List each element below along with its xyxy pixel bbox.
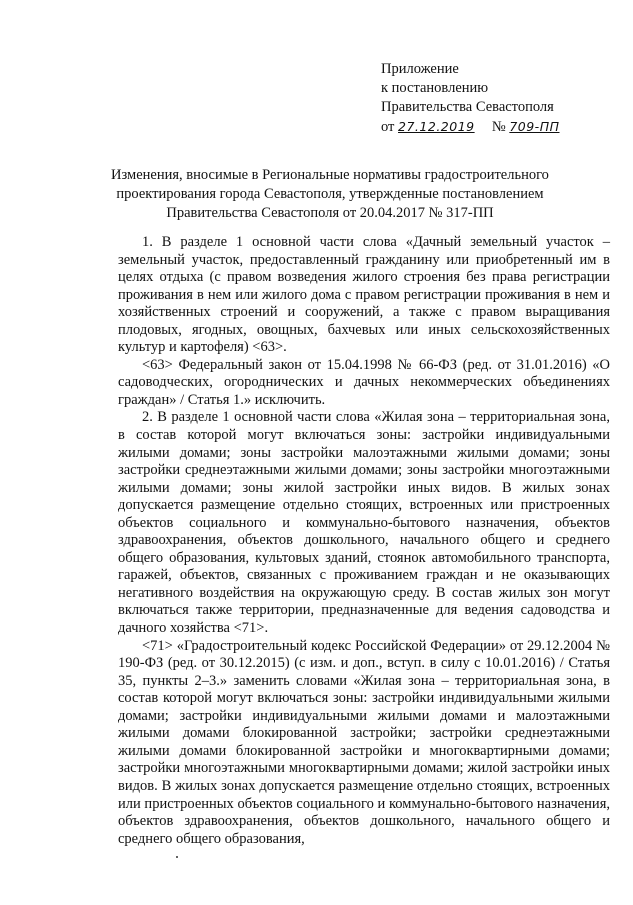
appendix-line-3: Правительства Севастополя	[381, 99, 554, 115]
paragraph: 2. В разделе 1 основной части слова «Жилая зона – территориальная зона, в состав которой могут включаться зоны: застройки индивидуальными жилыми домами; зоны застройки малоэтажными жилыми домами; зоны застройки среднеэтажными жилыми домами; зоны застройки многоэтажными жилыми домами; зоны жилой застройки иных видов. В жилых зонах допускается размещение отдельно стоящих, встроенных или пристроенных объектов социального и коммунально-бытового назначения, объектов здравоохранения, объектов дошкольного, начального общего и среднего общего образования, культовых зданий, стоянок автомобильного транспорта, гаражей, объектов, связанных с проживанием граждан и не оказывающих негативного воздействия на окружающую среду. В состав жилых зон могут включаться также территории, предназначенные для ведения садоводства и дачного хозяйства <71>.	[118, 409, 610, 637]
title-line-1: Изменения, вносимые в Региональные нормативы градостроительного	[111, 167, 549, 183]
handwritten-number: 709-ПП	[509, 119, 560, 134]
title-line-2: проектирования города Севастополя, утвержденные постановлением	[116, 186, 544, 202]
appendix-line-2: к постановлению	[381, 80, 489, 96]
title-line-3: Правительства Севастополя от 20.04.2017 № 317-ПП	[166, 205, 494, 221]
handwritten-date: 27.12.2019	[398, 119, 475, 134]
document-body	[118, 234, 610, 848]
scan-speck	[176, 856, 178, 858]
paragraph: <63> Федеральный закон от 15.04.1998 № 66-ФЗ (ред. от 31.01.2016) «О садоводческих, огороднических и дачных некоммерческих объединениях граждан» / Статья 1.» исключить.	[118, 356, 610, 408]
date-prefix: от	[381, 119, 395, 135]
appendix-date-line	[381, 117, 621, 137]
paragraph: 1. В разделе 1 основной части слова «Дачный земельный участок – земельный участок, предоставленный гражданину или приобретенный им в целях отдыха (с правом возведения жилого строения без права регистрации проживания в нем или жилого дома с правом регистрации проживания в нем и хозяйственных строений и сооружений, а также с правом выращивания плодовых, ягодных, овощных, бахчевых или иных сельскохозяйственных культур и картофеля) <63>.	[118, 234, 610, 356]
document-title	[100, 166, 560, 223]
paragraph: <71> «Градостроительный кодекс Российской Федерации» от 29.12.2004 № 190-ФЗ (ред. от 30.12.2015) (с изм. и доп., вступ. в силу с 10.01.2016) / Статья 35, пункты 2–3.» заменить словами «Жилая зона – территориальная зона, в состав которой могут включаться зоны: застройки индивидуальными жилыми домами; застройки индивидуальными жилыми домами и малоэтажными жилыми домами блокированной застройки; застройки среднеэтажными жилыми домами блокированной застройки и многоквартирными домами; застройки многоэтажными многоквартирными домами; жилой застройки иных видов. В жилых зонах допускается размещение отдельно стоящих, встроенных или пристроенных объектов социального и коммунально-бытового назначения, объектов здравоохранения, объектов дошкольного, начального общего и среднего общего образования,	[118, 637, 610, 847]
number-prefix: №	[491, 119, 506, 135]
appendix-block	[381, 60, 621, 137]
appendix-line-1: Приложение	[381, 61, 459, 77]
